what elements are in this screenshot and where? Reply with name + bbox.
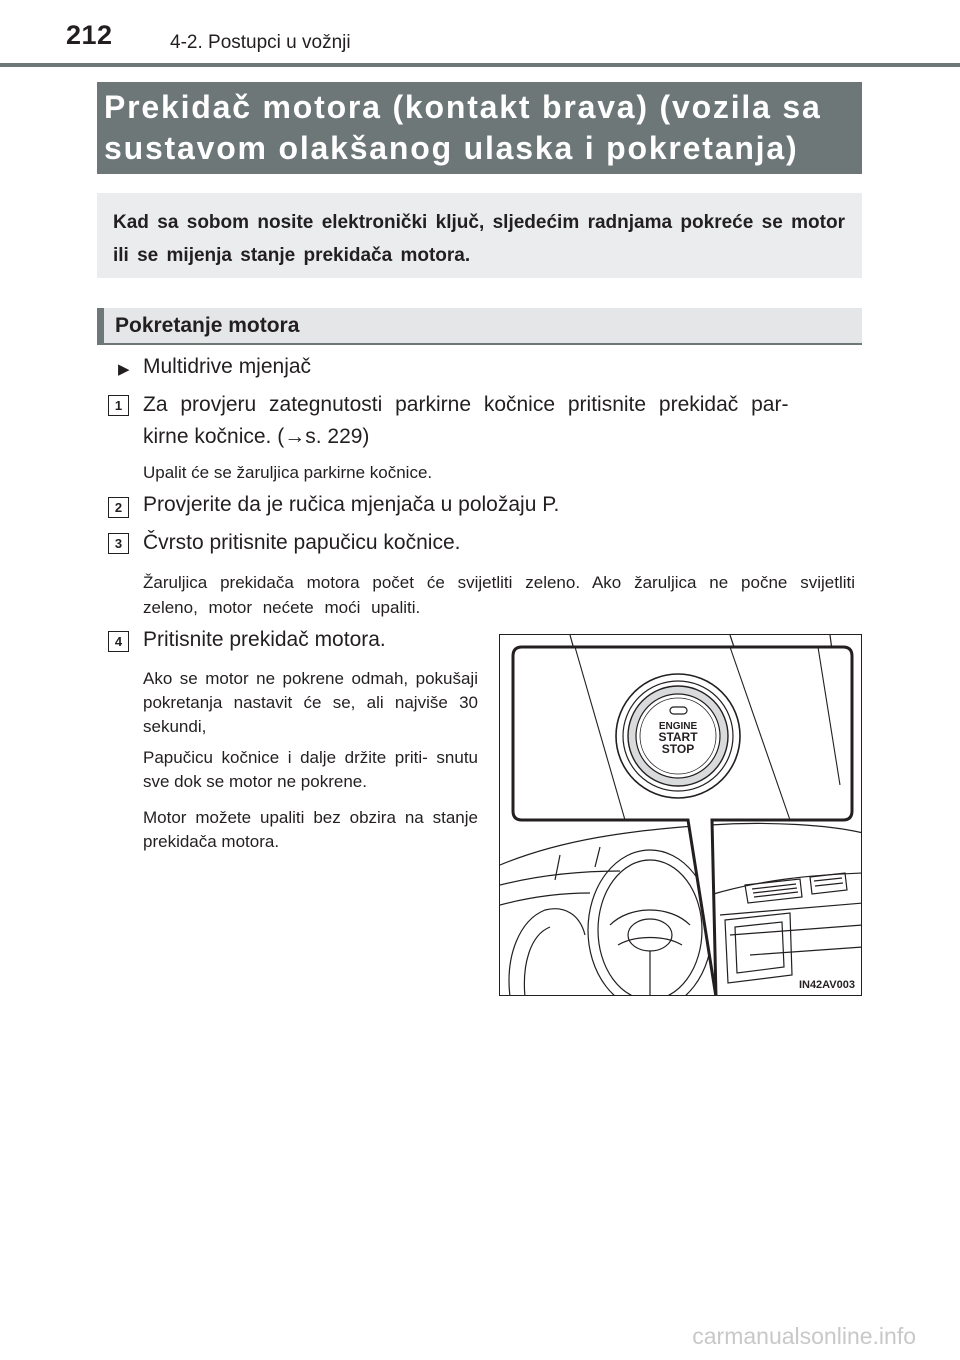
subsection-accent-bar	[97, 308, 104, 345]
title-line-1: Prekidač motora (kontakt brava) (vozila sa	[104, 89, 822, 125]
step-number-3: 3	[108, 533, 129, 554]
step-number-1: 1	[108, 395, 129, 416]
header-divider	[0, 63, 960, 67]
transmission-type: Multidrive mjenjač	[143, 355, 312, 378]
subsection-heading	[97, 308, 862, 345]
step-number-4: 4	[108, 631, 129, 652]
dashboard-drawing	[500, 635, 862, 996]
page-number: 212	[66, 20, 113, 50]
page-title	[104, 87, 856, 169]
figure-code: IN42AV003	[798, 979, 855, 991]
step-4-note-3: Motor možete upaliti bez obzira na stanje prekidača motora.	[143, 808, 478, 851]
step-number-2: 2	[108, 497, 129, 518]
step-3-text: Čvrsto pritisnite papučicu kočnice.	[143, 531, 461, 554]
subsection-title: Pokretanje motora	[115, 314, 300, 337]
intro-text: Kad sa sobom nosite elektronički ključ, sljedećim radnjama pokreće se motor ili se mijenja stanje prekidača motora.	[113, 212, 845, 266]
step-2-text: Provjerite da je ručica mjenjača u položaju P.	[143, 493, 560, 516]
step-1-note: Upalit će se žaruljica parkirne kočnice.	[143, 463, 433, 482]
engine-start-illustration	[499, 634, 862, 996]
intro-box	[97, 193, 862, 278]
step-3-note: Žaruljica prekidača motora počet će svijetliti zeleno. Ako žaruljica ne počne svijetliti zeleno, motor nećete moći upaliti.	[143, 573, 855, 617]
step-4-note-2: Papučicu kočnice i dalje držite priti- snutu sve dok se motor ne pokrene.	[143, 748, 478, 791]
step-1-text-line-1: Za provjeru zategnutosti parkirne kočnice pritisnite prekidač par-	[143, 393, 789, 416]
watermark: carmanualsonline.info	[692, 1323, 916, 1349]
button-label-start: START	[658, 730, 698, 744]
title-line-2: sustavom olakšanog ulaska i pokretanja)	[104, 130, 799, 166]
button-label-engine: ENGINE	[658, 721, 698, 732]
button-label-stop: STOP	[661, 742, 695, 756]
engine-start-stop-button	[616, 674, 740, 798]
title-banner	[97, 82, 862, 174]
step-4-note-1: Ako se motor ne pokrene odmah, pokušaji pokretanja nastavit će se, ali najviše 30 sekundi,	[143, 669, 478, 736]
step-1-text-line-2: kirne kočnice. (→s. 229)	[143, 425, 370, 448]
step-4-text: Pritisnite prekidač motora.	[143, 628, 386, 651]
section-reference: 4-2. Postupci u vožnji	[170, 32, 351, 53]
triangle-bullet-icon: ▶	[118, 361, 130, 378]
